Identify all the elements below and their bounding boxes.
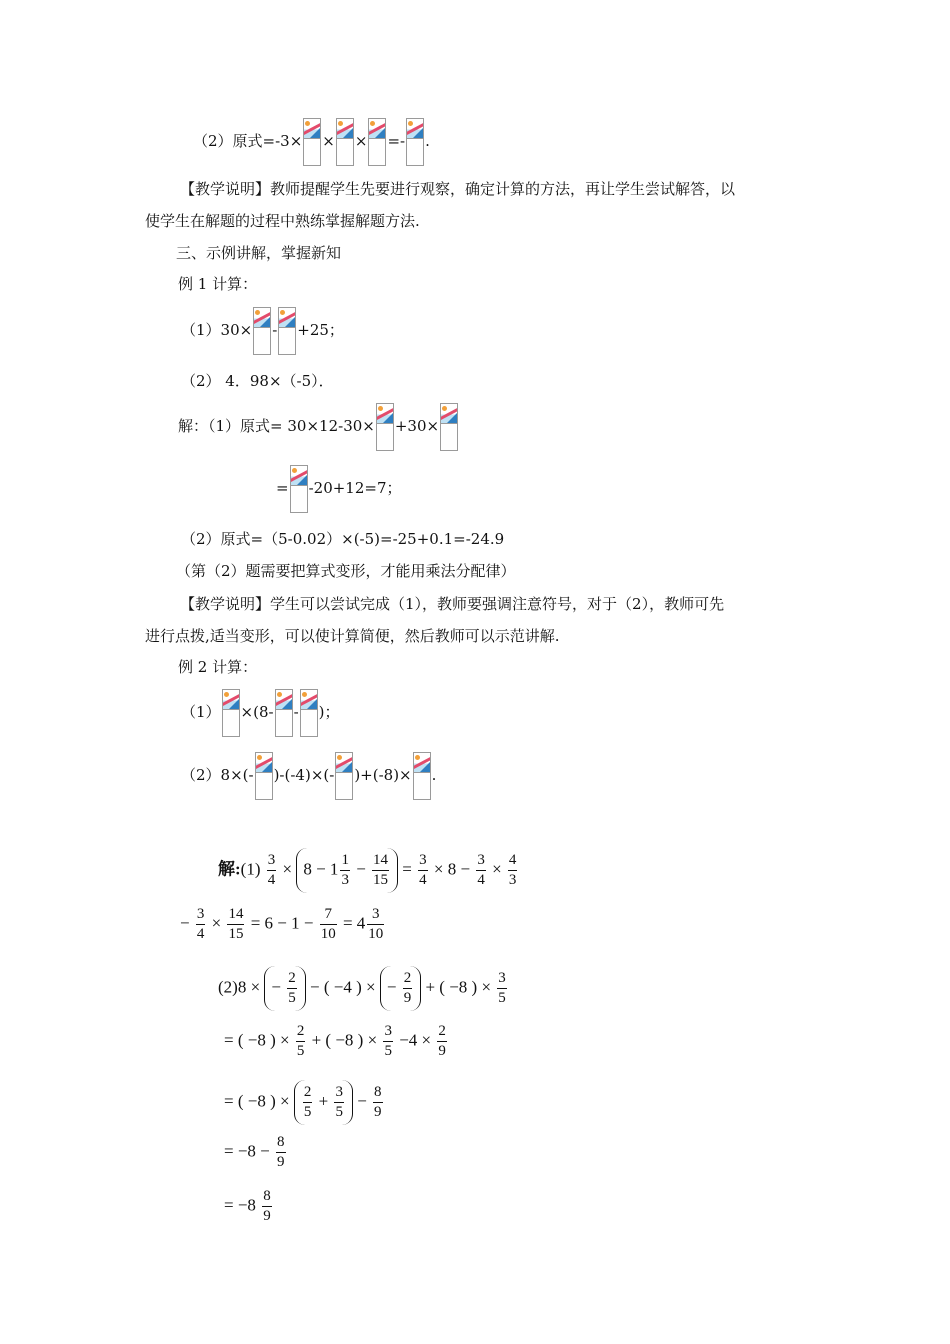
fraction <box>227 906 244 943</box>
text: 5 <box>384 1043 392 1059</box>
text: 14 <box>228 906 244 922</box>
text: 5 <box>303 1104 312 1120</box>
math-row-3 <box>218 966 509 1011</box>
fraction <box>418 852 428 889</box>
text: （2）原式=-3× <box>193 132 303 150</box>
text: 8 <box>277 1134 285 1150</box>
text: )+(-8)× <box>354 766 412 784</box>
fraction <box>508 852 518 889</box>
example-1-question-1 <box>181 307 344 355</box>
text: 4 <box>419 872 427 888</box>
text: 3 <box>196 906 205 922</box>
math-row-4 <box>224 1023 449 1060</box>
fraction-image-placeholder <box>290 465 308 513</box>
text: 解：（1）原式= 30×12-30× <box>178 417 375 435</box>
fraction <box>497 970 507 1007</box>
math-row-6 <box>224 1134 288 1171</box>
text: )； <box>318 703 340 721</box>
fraction <box>267 852 277 889</box>
fraction <box>403 970 413 1007</box>
text: 3 <box>384 1023 392 1039</box>
text: 10 <box>320 926 336 942</box>
fraction-image-placeholder <box>336 118 354 166</box>
fraction-image-placeholder <box>253 307 271 355</box>
fraction-image-placeholder <box>222 689 240 737</box>
text: − <box>180 913 190 933</box>
line-original-expression-2 <box>193 118 430 166</box>
fraction-image-placeholder <box>413 752 431 800</box>
text: - <box>272 321 278 339</box>
text: 9 <box>403 990 412 1006</box>
text: 8 − 1 <box>303 859 339 879</box>
text: : <box>235 859 241 879</box>
text: = <box>276 479 289 497</box>
fraction <box>276 1134 286 1171</box>
text: 5 <box>288 990 296 1006</box>
text: ×(8- <box>240 703 274 721</box>
text: . <box>425 132 430 150</box>
math-row-7 <box>224 1188 274 1225</box>
text: 7 <box>324 906 332 922</box>
parenthesized-group <box>294 1080 353 1125</box>
text: 1 <box>341 852 349 868</box>
text: × <box>282 859 293 879</box>
text: 4 <box>267 872 276 888</box>
fraction <box>437 1023 447 1060</box>
text: 4 <box>508 852 517 868</box>
text: = 4 <box>342 913 366 933</box>
text: （2）8×(- <box>181 766 254 784</box>
teaching-note-2a: 【教学说明】学生可以尝试完成（1），教师要强调注意符号，对于（2），教师可先 <box>180 595 725 613</box>
fraction <box>476 852 486 889</box>
fraction-image-placeholder <box>278 307 296 355</box>
text: − ( −4 ) × <box>310 977 376 997</box>
remark: （第（2）题需要把算式变形，才能用乘法分配律） <box>176 562 516 580</box>
text: 5 <box>335 1104 343 1120</box>
text: × 8 − <box>433 859 471 879</box>
example-2-question-1 <box>181 689 340 737</box>
text: （1） <box>181 703 221 721</box>
text: 3 <box>335 1084 343 1100</box>
text: − <box>357 1091 367 1111</box>
text: × <box>322 132 335 150</box>
text: − <box>386 977 397 997</box>
fraction <box>367 906 384 943</box>
text: =- <box>387 132 406 150</box>
math-row-1 <box>218 848 519 893</box>
text: 5 <box>296 1043 305 1059</box>
text: 9 <box>263 1208 271 1224</box>
fraction-image-placeholder <box>303 118 321 166</box>
text: + ( −8 ) × <box>425 977 492 997</box>
text: × <box>211 913 222 933</box>
fraction-image-placeholder <box>376 403 394 451</box>
example-2-question-2 <box>181 752 436 800</box>
fraction <box>287 970 297 1007</box>
text: 4 <box>477 872 485 888</box>
teaching-note-2b: 进行点拨,适当变形，可以使计算简便，然后教师可以示范讲解. <box>145 627 560 645</box>
fraction-image-placeholder <box>368 118 386 166</box>
text: × <box>354 132 368 150</box>
fraction <box>334 1084 344 1121</box>
fraction-image-placeholder <box>335 752 353 800</box>
text: 3 <box>508 872 517 888</box>
text: 5 <box>498 990 506 1006</box>
text: + ( −8 ) × <box>311 1030 378 1050</box>
solution-1-line-1 <box>178 403 459 451</box>
text: (1) <box>240 859 261 879</box>
text: 3 <box>477 852 485 868</box>
text: = 6 − 1 − <box>250 913 314 933</box>
text: 2 <box>296 1023 305 1039</box>
example-1-question-2: （2） 4．98×（-5）． <box>181 372 334 390</box>
text: 3 <box>372 906 380 922</box>
text: = ( −8 ) × <box>224 1030 290 1050</box>
fraction <box>372 852 389 889</box>
solution-1-line-2 <box>276 465 402 513</box>
text: （1）30× <box>181 321 253 339</box>
text: +30× <box>394 417 440 435</box>
text: 15 <box>373 872 389 888</box>
fraction <box>303 1084 313 1121</box>
text: 4 <box>196 926 205 942</box>
text: +25； <box>297 321 344 339</box>
text: )-(-4)×(- <box>273 766 335 784</box>
text: - <box>293 703 299 721</box>
fraction <box>383 1023 393 1060</box>
teaching-note-1b: 使学生在解题的过程中熟练掌握解题方法. <box>145 212 420 230</box>
text: 15 <box>228 926 244 942</box>
text: (2)8 × <box>218 977 261 997</box>
text: − <box>356 859 366 879</box>
text: = <box>402 859 412 879</box>
parenthesized-group <box>296 848 398 893</box>
parenthesized-group <box>380 966 421 1011</box>
text: 2 <box>403 970 412 986</box>
text: 8 <box>374 1084 382 1100</box>
math-row-2 <box>180 906 386 943</box>
text: 2 <box>438 1023 446 1039</box>
fraction <box>262 1188 272 1225</box>
text: 3 <box>419 852 427 868</box>
text: 8 <box>263 1188 271 1204</box>
text: = ( −8 ) × <box>224 1091 290 1111</box>
text: − <box>271 977 282 997</box>
example-1-title: 例 1 计算： <box>178 275 258 293</box>
text: . <box>431 766 437 784</box>
text: 2 <box>288 970 296 986</box>
solution-label: 解 <box>218 859 235 879</box>
fraction-image-placeholder <box>406 118 424 166</box>
text: × <box>492 859 502 879</box>
fraction <box>196 906 206 943</box>
fraction-image-placeholder <box>300 689 318 737</box>
fraction <box>320 906 337 943</box>
section-heading: 三、示例讲解，掌握新知 <box>176 244 342 262</box>
fraction <box>296 1023 306 1060</box>
fraction <box>373 1084 383 1121</box>
math-row-5 <box>224 1080 385 1125</box>
text: -20+12=7； <box>308 479 402 497</box>
fraction-image-placeholder <box>275 689 293 737</box>
text: 9 <box>277 1154 285 1170</box>
text: 3 <box>498 970 506 986</box>
parenthesized-group <box>264 966 305 1011</box>
teaching-note-1a: 【教学说明】教师提醒学生先要进行观察，确定计算的方法，再让学生尝试解答，以 <box>180 180 736 198</box>
text: 2 <box>303 1084 312 1100</box>
example-2-title: 例 2 计算： <box>178 658 258 676</box>
fraction-image-placeholder <box>440 403 458 451</box>
fraction <box>340 852 350 889</box>
fraction-image-placeholder <box>255 752 273 800</box>
text: 3 <box>267 852 276 868</box>
solution-2: （2）原式=（5-0.02）×(-5)=-25+0.1=-24.9 <box>181 530 505 548</box>
text: 3 <box>341 872 349 888</box>
text: −4 × <box>399 1030 432 1050</box>
text: + <box>318 1091 329 1111</box>
text: 9 <box>438 1043 446 1059</box>
text: 10 <box>368 926 384 942</box>
text: 9 <box>374 1104 382 1120</box>
text: 14 <box>373 852 389 868</box>
text: = −8 <box>224 1195 256 1215</box>
text: = −8 − <box>224 1141 270 1161</box>
